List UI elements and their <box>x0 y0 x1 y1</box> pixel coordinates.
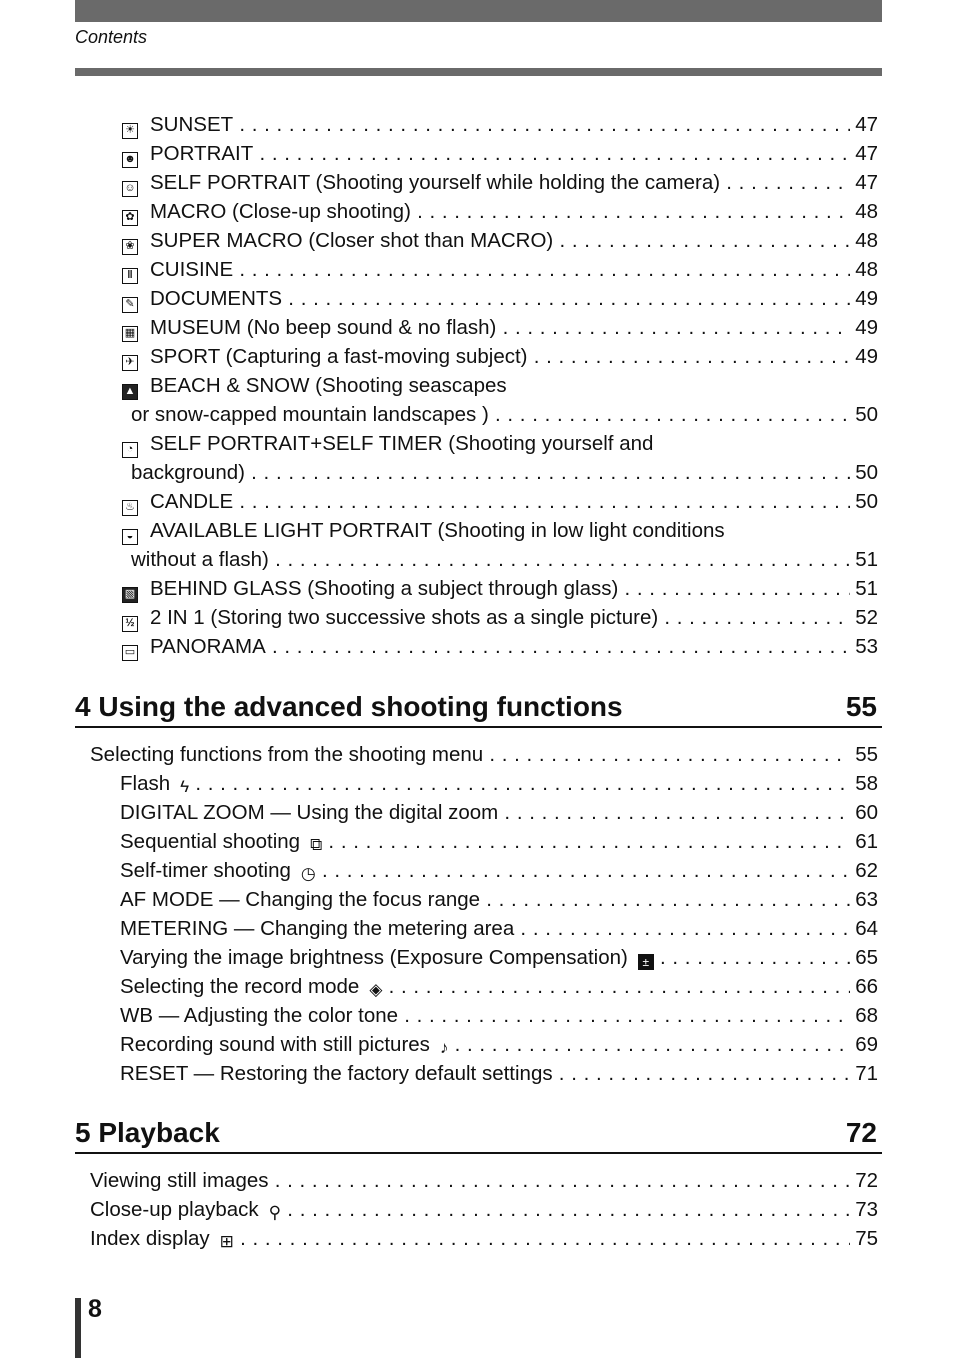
toc-page-number: 64 <box>850 914 878 943</box>
available-light-icon: ◒ <box>122 529 138 545</box>
page-number-bar <box>75 1298 81 1358</box>
toc-entry-title: RESET — Restoring the factory default settings <box>120 1062 553 1085</box>
toc-entry[interactable] <box>122 139 880 168</box>
toc-page-number: 72 <box>850 1166 878 1195</box>
toc-entry[interactable] <box>122 371 880 400</box>
toc-entry[interactable] <box>122 110 880 139</box>
toc-entry-title: or snow-capped mountain landscapes ) <box>131 403 489 426</box>
toc-entry[interactable] <box>120 943 880 972</box>
toc-entry[interactable] <box>122 487 880 516</box>
toc-page-number: 47 <box>850 139 878 168</box>
two-in-one-icon: ½ <box>122 616 138 632</box>
toc-entry-title: CUISINE <box>150 258 234 281</box>
toc-page-number: 48 <box>850 197 878 226</box>
toc-page-number: 49 <box>850 313 878 342</box>
toc-entry[interactable] <box>122 429 880 458</box>
toc-entry-title: SELF PORTRAIT (Shooting yourself while holding the camera) <box>150 171 721 194</box>
toc-page-number: 49 <box>850 342 878 371</box>
toc-page-number: 50 <box>850 487 878 516</box>
chapter-heading[interactable] <box>75 692 882 728</box>
toc-entry[interactable] <box>120 1001 880 1030</box>
flash-icon: ϟ <box>180 777 190 796</box>
toc-entry[interactable] <box>120 769 880 798</box>
toc-entry[interactable] <box>122 168 880 197</box>
toc-entry[interactable] <box>120 798 880 827</box>
toc-page-number: 66 <box>850 972 878 1001</box>
candle-icon: ♨ <box>122 500 138 516</box>
toc-entry[interactable] <box>122 342 880 371</box>
toc-entry[interactable] <box>120 972 880 1001</box>
toc-entry-continuation[interactable] <box>131 545 880 574</box>
toc-page-number: 63 <box>850 885 878 914</box>
toc-entry[interactable] <box>122 632 880 661</box>
toc-entry[interactable] <box>120 1030 880 1059</box>
documents-icon: ✎ <box>122 297 138 313</box>
toc-page-number: 50 <box>850 400 878 429</box>
toc-page-number: 48 <box>850 226 878 255</box>
chapter-heading[interactable] <box>75 1118 882 1154</box>
toc-page-number: 65 <box>850 943 878 972</box>
toc-entry-title: BEHIND GLASS (Shooting a subject through glass) <box>150 577 619 600</box>
toc-page-number: 71 <box>850 1059 878 1088</box>
super-macro-icon: ❀ <box>122 239 138 255</box>
chapter-title: 4 Using the advanced shooting functions <box>75 691 623 722</box>
chapter-page-number: 55 <box>845 691 877 722</box>
self-portrait-icon: ☺ <box>122 181 138 197</box>
header-rule <box>75 68 882 76</box>
toc-page-number: 58 <box>850 769 878 798</box>
toc-entry-title: SUPER MACRO (Closer shot than MACRO) <box>150 229 554 252</box>
toc-entry-title: MUSEUM (No beep sound & no flash) <box>150 316 497 339</box>
toc-entry[interactable] <box>120 856 880 885</box>
toc-page-number: 47 <box>850 110 878 139</box>
toc-page-number: 55 <box>850 740 878 769</box>
exposure-icon: ± <box>638 954 654 970</box>
microphone-icon: ♪ <box>439 1038 449 1057</box>
record-mode-icon: ◈ <box>369 980 383 999</box>
toc-entry[interactable] <box>122 284 880 313</box>
toc-entry-title: Viewing still images <box>90 1169 269 1192</box>
toc-entry[interactable] <box>122 197 880 226</box>
toc-page-number: 52 <box>850 603 878 632</box>
toc-entry-title: DIGITAL ZOOM — Using the digital zoom <box>120 801 499 824</box>
toc-entry-title: SELF PORTRAIT+SELF TIMER (Shooting yourself and <box>150 432 654 455</box>
zoom-icon: ⚲ <box>268 1203 282 1222</box>
toc-entry-title: MACRO (Close-up shooting) <box>150 200 411 223</box>
toc-entry-title: CANDLE <box>150 490 234 513</box>
self-portrait-timer-icon: ◔ <box>122 442 138 458</box>
toc-entry-title: Recording sound with still pictures <box>120 1033 430 1056</box>
toc-entry-title: AF MODE — Changing the focus range <box>120 888 481 911</box>
chapter-page-number: 72 <box>845 1117 877 1148</box>
toc-entry-title: 2 IN 1 (Storing two successive shots as a single picture) <box>150 606 659 629</box>
toc-entry-title: Close-up playback <box>90 1198 259 1221</box>
museum-icon: ▦ <box>122 326 138 342</box>
sport-icon: ✈ <box>122 355 138 371</box>
behind-glass-icon: ▧ <box>122 587 138 603</box>
toc-entry[interactable] <box>122 574 880 603</box>
toc-entry-continuation[interactable] <box>131 400 880 429</box>
sunset-icon: ☀ <box>122 123 138 139</box>
toc-entry-title: METERING — Changing the metering area <box>120 917 515 940</box>
toc-entry-title: SUNSET <box>150 113 234 136</box>
toc-entry[interactable] <box>122 255 880 284</box>
toc-page-number: 73 <box>850 1195 878 1224</box>
toc-page-number: 50 <box>850 458 878 487</box>
toc-entry-title: WB — Adjusting the color tone <box>120 1004 399 1027</box>
toc-page-number: 62 <box>850 856 878 885</box>
toc-entry-title: Sequential shooting <box>120 830 301 853</box>
toc-entry[interactable] <box>122 516 880 545</box>
toc-entry-title: Varying the image brightness (Exposure Compensation) <box>120 946 628 969</box>
toc-entry[interactable] <box>90 1224 880 1253</box>
toc-page-number: 69 <box>850 1030 878 1059</box>
macro-icon: ✿ <box>122 210 138 226</box>
beach-snow-icon: ▲ <box>122 384 138 400</box>
toc-entry-title: PORTRAIT <box>150 142 254 165</box>
toc-entry-title: AVAILABLE LIGHT PORTRAIT (Shooting in low light conditions <box>150 519 725 542</box>
toc-page-number: 48 <box>850 255 878 284</box>
toc-page-number: 68 <box>850 1001 878 1030</box>
portrait-icon: ☻ <box>122 152 138 168</box>
header-bar <box>75 0 882 22</box>
toc-entry[interactable] <box>90 740 880 769</box>
toc-entry-title: Index display <box>90 1227 210 1250</box>
toc-entry-title: Flash <box>120 772 171 795</box>
toc-entry-title: Selecting the record mode <box>120 975 360 998</box>
toc-entry-title: background) <box>131 461 245 484</box>
toc-page-number: 47 <box>850 168 878 197</box>
toc-entry[interactable] <box>122 226 880 255</box>
chapter-title: 5 Playback <box>75 1117 220 1148</box>
self-timer-icon: ◷ <box>300 864 316 883</box>
toc-entry[interactable] <box>120 1059 880 1088</box>
toc-entry[interactable] <box>120 885 880 914</box>
toc-entry-title: SPORT (Capturing a fast-moving subject) <box>150 345 528 368</box>
toc-entry[interactable] <box>90 1166 880 1195</box>
toc-entry[interactable] <box>122 603 880 632</box>
toc-page-number: 49 <box>850 284 878 313</box>
panorama-icon: ▭ <box>122 645 138 661</box>
toc-entry-title: BEACH & SNOW (Shooting seascapes <box>150 374 507 397</box>
toc-page-number: 51 <box>850 574 878 603</box>
section-label: Contents <box>75 27 148 47</box>
toc-entry[interactable] <box>120 914 880 943</box>
toc-entry-title: without a flash) <box>131 548 269 571</box>
toc-page-number: 61 <box>850 827 878 856</box>
toc-entry-title: DOCUMENTS <box>150 287 283 310</box>
page-number: 8 <box>88 1295 102 1323</box>
toc-entry-title: Selecting functions from the shooting menu <box>90 743 484 766</box>
index-icon: ⊞ <box>219 1232 234 1251</box>
toc-page-number: 53 <box>850 632 878 661</box>
toc-entry-title: Self-timer shooting <box>120 859 291 882</box>
toc-entry-continuation[interactable] <box>131 458 880 487</box>
cuisine-icon: ‖ <box>122 268 138 284</box>
toc-page-number: 60 <box>850 798 878 827</box>
toc-entry[interactable] <box>90 1195 880 1224</box>
toc-page-number: 51 <box>850 545 878 574</box>
toc-entry-title: PANORAMA <box>150 635 266 658</box>
toc-entry[interactable] <box>120 827 880 856</box>
toc-entry[interactable] <box>122 313 880 342</box>
sequential-icon: ⧉ <box>310 835 323 854</box>
toc-page-number: 75 <box>850 1224 878 1253</box>
